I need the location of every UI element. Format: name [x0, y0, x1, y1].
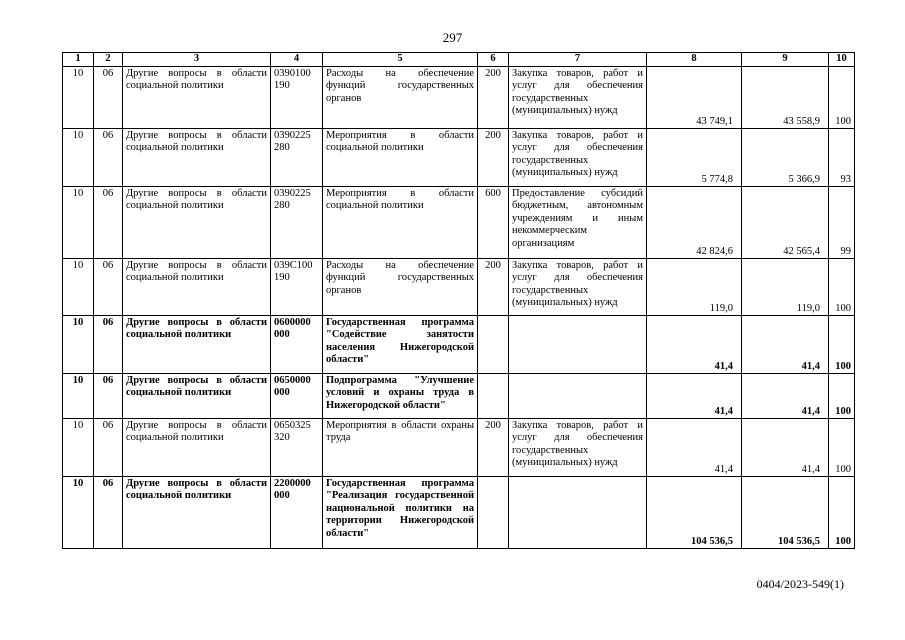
target-article-code: 2200000 000 [271, 477, 323, 549]
actual-amount: 41,4 [742, 374, 829, 419]
planned-amount: 41,4 [647, 419, 742, 477]
page-number: 297 [442, 30, 463, 45]
section-code: 10 [63, 187, 94, 259]
section-code: 10 [63, 129, 94, 187]
subsection-code: 06 [94, 477, 123, 549]
column-header: 4 [271, 53, 323, 67]
target-article-code: 0650000 000 [271, 374, 323, 419]
execution-percent: 100 [829, 259, 855, 316]
section-code: 10 [63, 419, 94, 477]
expense-type-code [478, 374, 509, 419]
expense-type-name: Закупка товаров, работ и услуг для обеспечения государственных (муниципальных) нужд [509, 129, 647, 187]
planned-amount: 43 749,1 [647, 67, 742, 129]
target-article-code: 0390225 280 [271, 129, 323, 187]
table-row [63, 419, 855, 477]
column-header: 2 [94, 53, 123, 67]
expense-type-name [509, 374, 647, 419]
expense-type-name: Предоставление субсидий бюджетным, автономным учреждениям и иным некоммерческим организациям [509, 187, 647, 259]
expense-type-name [509, 316, 647, 374]
execution-percent: 100 [829, 67, 855, 129]
expense-type-code: 200 [478, 129, 509, 187]
section-code: 10 [63, 259, 94, 316]
header-row [63, 53, 855, 67]
column-header: 8 [647, 53, 742, 67]
expense-type-code: 200 [478, 259, 509, 316]
subsection-name: Другие вопросы в области социальной политики [123, 374, 271, 419]
expense-type-code: 200 [478, 67, 509, 129]
expense-type-name: Закупка товаров, работ и услуг для обеспечения государственных (муниципальных) нужд [509, 67, 647, 129]
subsection-name: Другие вопросы в области социальной политики [123, 419, 271, 477]
subsection-code: 06 [94, 259, 123, 316]
target-article-name: Подпрограмма "Улучшение условий и охраны труда в Нижегородской области" [323, 374, 478, 419]
planned-amount: 42 824,6 [647, 187, 742, 259]
expense-type-code: 600 [478, 187, 509, 259]
planned-amount: 104 536,5 [647, 477, 742, 549]
target-article-name: Расходы на обеспечение функций государственных органов [323, 259, 478, 316]
planned-amount: 41,4 [647, 374, 742, 419]
target-article-code: 0600000 000 [271, 316, 323, 374]
target-article-code: 0390100 190 [271, 67, 323, 129]
column-header: 7 [509, 53, 647, 67]
column-header: 3 [123, 53, 271, 67]
execution-percent: 100 [829, 477, 855, 549]
actual-amount: 41,4 [742, 316, 829, 374]
column-header: 1 [63, 53, 94, 67]
actual-amount: 42 565,4 [742, 187, 829, 259]
target-article-code: 0390225 280 [271, 187, 323, 259]
execution-percent: 93 [829, 129, 855, 187]
section-code: 10 [63, 67, 94, 129]
subsection-name: Другие вопросы в области социальной политики [123, 129, 271, 187]
column-header: 5 [323, 53, 478, 67]
actual-amount: 119,0 [742, 259, 829, 316]
subsection-name: Другие вопросы в области социальной политики [123, 477, 271, 549]
actual-amount: 41,4 [742, 419, 829, 477]
section-code: 10 [63, 374, 94, 419]
execution-percent: 99 [829, 187, 855, 259]
column-header: 9 [742, 53, 829, 67]
subsection-name: Другие вопросы в области социальной политики [123, 259, 271, 316]
section-code: 10 [63, 316, 94, 374]
target-article-name: Мероприятия в области охраны труда [323, 419, 478, 477]
expense-type-name: Закупка товаров, работ и услуг для обеспечения государственных (муниципальных) нужд [509, 259, 647, 316]
subsection-code: 06 [94, 129, 123, 187]
target-article-name: Мероприятия в области социальной политики [323, 129, 478, 187]
subsection-code: 06 [94, 374, 123, 419]
planned-amount: 41,4 [647, 316, 742, 374]
table-row [63, 129, 855, 187]
target-article-name: Расходы на обеспечение функций государственных органов [323, 67, 478, 129]
subsection-code: 06 [94, 67, 123, 129]
target-article-code: 0650325 320 [271, 419, 323, 477]
planned-amount: 119,0 [647, 259, 742, 316]
table-row [63, 374, 855, 419]
table-row [63, 259, 855, 316]
expense-type-code: 200 [478, 419, 509, 477]
target-article-name: Государственная программа "Содействие занятости населения Нижегородской области" [323, 316, 478, 374]
expense-type-code [478, 477, 509, 549]
subsection-name: Другие вопросы в области социальной политики [123, 316, 271, 374]
actual-amount: 5 366,9 [742, 129, 829, 187]
table-row [63, 67, 855, 129]
subsection-code: 06 [94, 187, 123, 259]
table-row [63, 316, 855, 374]
expense-type-name: Закупка товаров, работ и услуг для обеспечения государственных (муниципальных) нужд [509, 419, 647, 477]
table-row [63, 187, 855, 259]
execution-percent: 100 [829, 374, 855, 419]
planned-amount: 5 774,8 [647, 129, 742, 187]
subsection-name: Другие вопросы в области социальной политики [123, 187, 271, 259]
expense-type-code [478, 316, 509, 374]
column-header: 6 [478, 53, 509, 67]
subsection-code: 06 [94, 419, 123, 477]
actual-amount: 43 558,9 [742, 67, 829, 129]
subsection-code: 06 [94, 316, 123, 374]
document-code: 0404/2023-549(1) [756, 577, 844, 591]
execution-percent: 100 [829, 419, 855, 477]
column-header: 10 [829, 53, 855, 67]
section-code: 10 [63, 477, 94, 549]
actual-amount: 104 536,5 [742, 477, 829, 549]
execution-percent: 100 [829, 316, 855, 374]
subsection-name: Другие вопросы в области социальной политики [123, 67, 271, 129]
target-article-code: 039С100 190 [271, 259, 323, 316]
budget-table [62, 52, 855, 549]
expense-type-name [509, 477, 647, 549]
target-article-name: Государственная программа "Реализация государственной национальной политики на территории Нижегородской области" [323, 477, 478, 549]
table-row [63, 477, 855, 549]
target-article-name: Мероприятия в области социальной политики [323, 187, 478, 259]
